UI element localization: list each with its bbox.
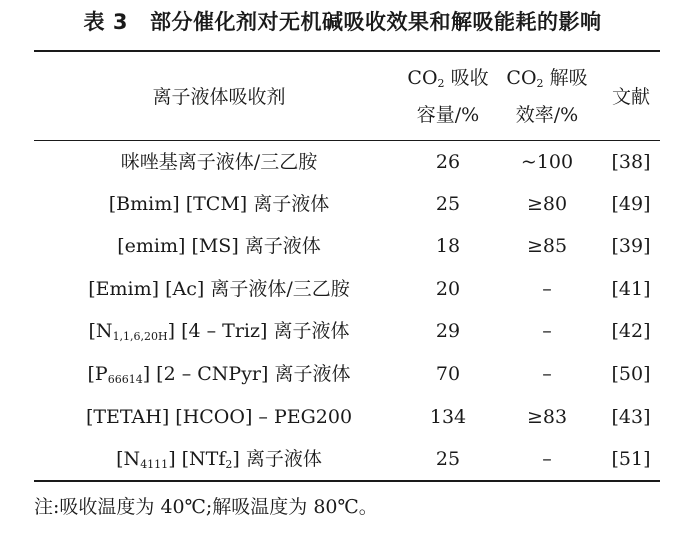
table-row <box>34 183 660 225</box>
capacity-cell: 25 <box>435 193 461 215</box>
reference-cell: [41] <box>611 278 651 300</box>
reference-cell: [50] <box>611 363 651 385</box>
capacity-cell: 18 <box>435 235 461 257</box>
absorbent-cell: [Bmim] [TCM] 离子液体 <box>108 193 330 215</box>
absorbent-cell: [emim] [MS] 离子液体 <box>117 235 321 257</box>
efficiency-cell: – <box>542 448 552 470</box>
table-title: 部分催化剂对无机碱吸收效果和解吸能耗的影响 <box>149 10 602 34</box>
table-row <box>34 353 660 395</box>
reference-cell: [49] <box>611 193 651 215</box>
table-row <box>34 141 660 183</box>
header-reference-label: 文献 <box>611 85 650 108</box>
reference-cell: [51] <box>611 448 651 470</box>
header-capacity-line1: $CO_2$ 吸收 <box>407 67 489 90</box>
top-rule <box>34 50 660 52</box>
header-absorbent-label: 离子液体吸收剂 <box>152 85 286 108</box>
reference-cell: [38] <box>611 151 651 173</box>
efficiency-cell: – <box>542 320 552 342</box>
table-row <box>34 438 660 480</box>
absorbent-cell: $[N_{4111}]$ [NTf$_2$] 离子液体 <box>116 448 322 471</box>
header-capacity-line2: 容量/% <box>416 104 480 126</box>
header-efficiency <box>492 60 602 134</box>
header-absorbent <box>34 60 404 134</box>
header-reference <box>602 60 660 134</box>
efficiency-cell: ≥83 <box>526 406 568 428</box>
reference-cell: [42] <box>611 320 651 342</box>
capacity-cell: 29 <box>435 320 461 342</box>
reference-cell: [43] <box>611 406 651 428</box>
absorbent-cell: 咪唑基离子液体/三乙胺 <box>120 151 318 173</box>
header-capacity <box>404 60 492 134</box>
absorbent-cell: [TETAH] [HCOO] – PEG200 <box>85 406 353 428</box>
efficiency-cell: ≥80 <box>526 193 568 215</box>
table-caption <box>0 6 685 36</box>
absorbent-cell: $[P_{66614}]$ [2 – CNPyr] 离子液体 <box>87 363 351 386</box>
table-number: 表 3 <box>83 10 128 34</box>
efficiency-cell: – <box>542 363 552 385</box>
capacity-cell: 20 <box>435 278 461 300</box>
header-efficiency-line1: $CO_2$ 解吸 <box>506 67 588 90</box>
capacity-cell: 70 <box>435 363 461 385</box>
efficiency-cell: – <box>542 278 552 300</box>
table-row <box>34 396 660 438</box>
table-note: 注:吸收温度为 40℃;解吸温度为 80℃。 <box>34 496 378 518</box>
absorbent-cell: [Emim] [Ac] 离子液体/三乙胺 <box>88 278 350 300</box>
capacity-cell: 134 <box>429 406 467 428</box>
efficiency-cell: ≥85 <box>526 235 568 257</box>
table-row <box>34 268 660 310</box>
efficiency-cell: ~100 <box>520 151 574 173</box>
table-row <box>34 310 660 352</box>
bottom-rule <box>34 480 660 482</box>
table-row <box>34 225 660 267</box>
header-efficiency-line2: 效率/% <box>515 104 579 126</box>
capacity-cell: 26 <box>435 151 461 173</box>
reference-cell: [39] <box>611 235 651 257</box>
absorbent-cell: $[N_{1,1,6,20H}]$ [4 – Triz] 离子液体 <box>88 320 350 343</box>
capacity-cell: 25 <box>435 448 461 470</box>
